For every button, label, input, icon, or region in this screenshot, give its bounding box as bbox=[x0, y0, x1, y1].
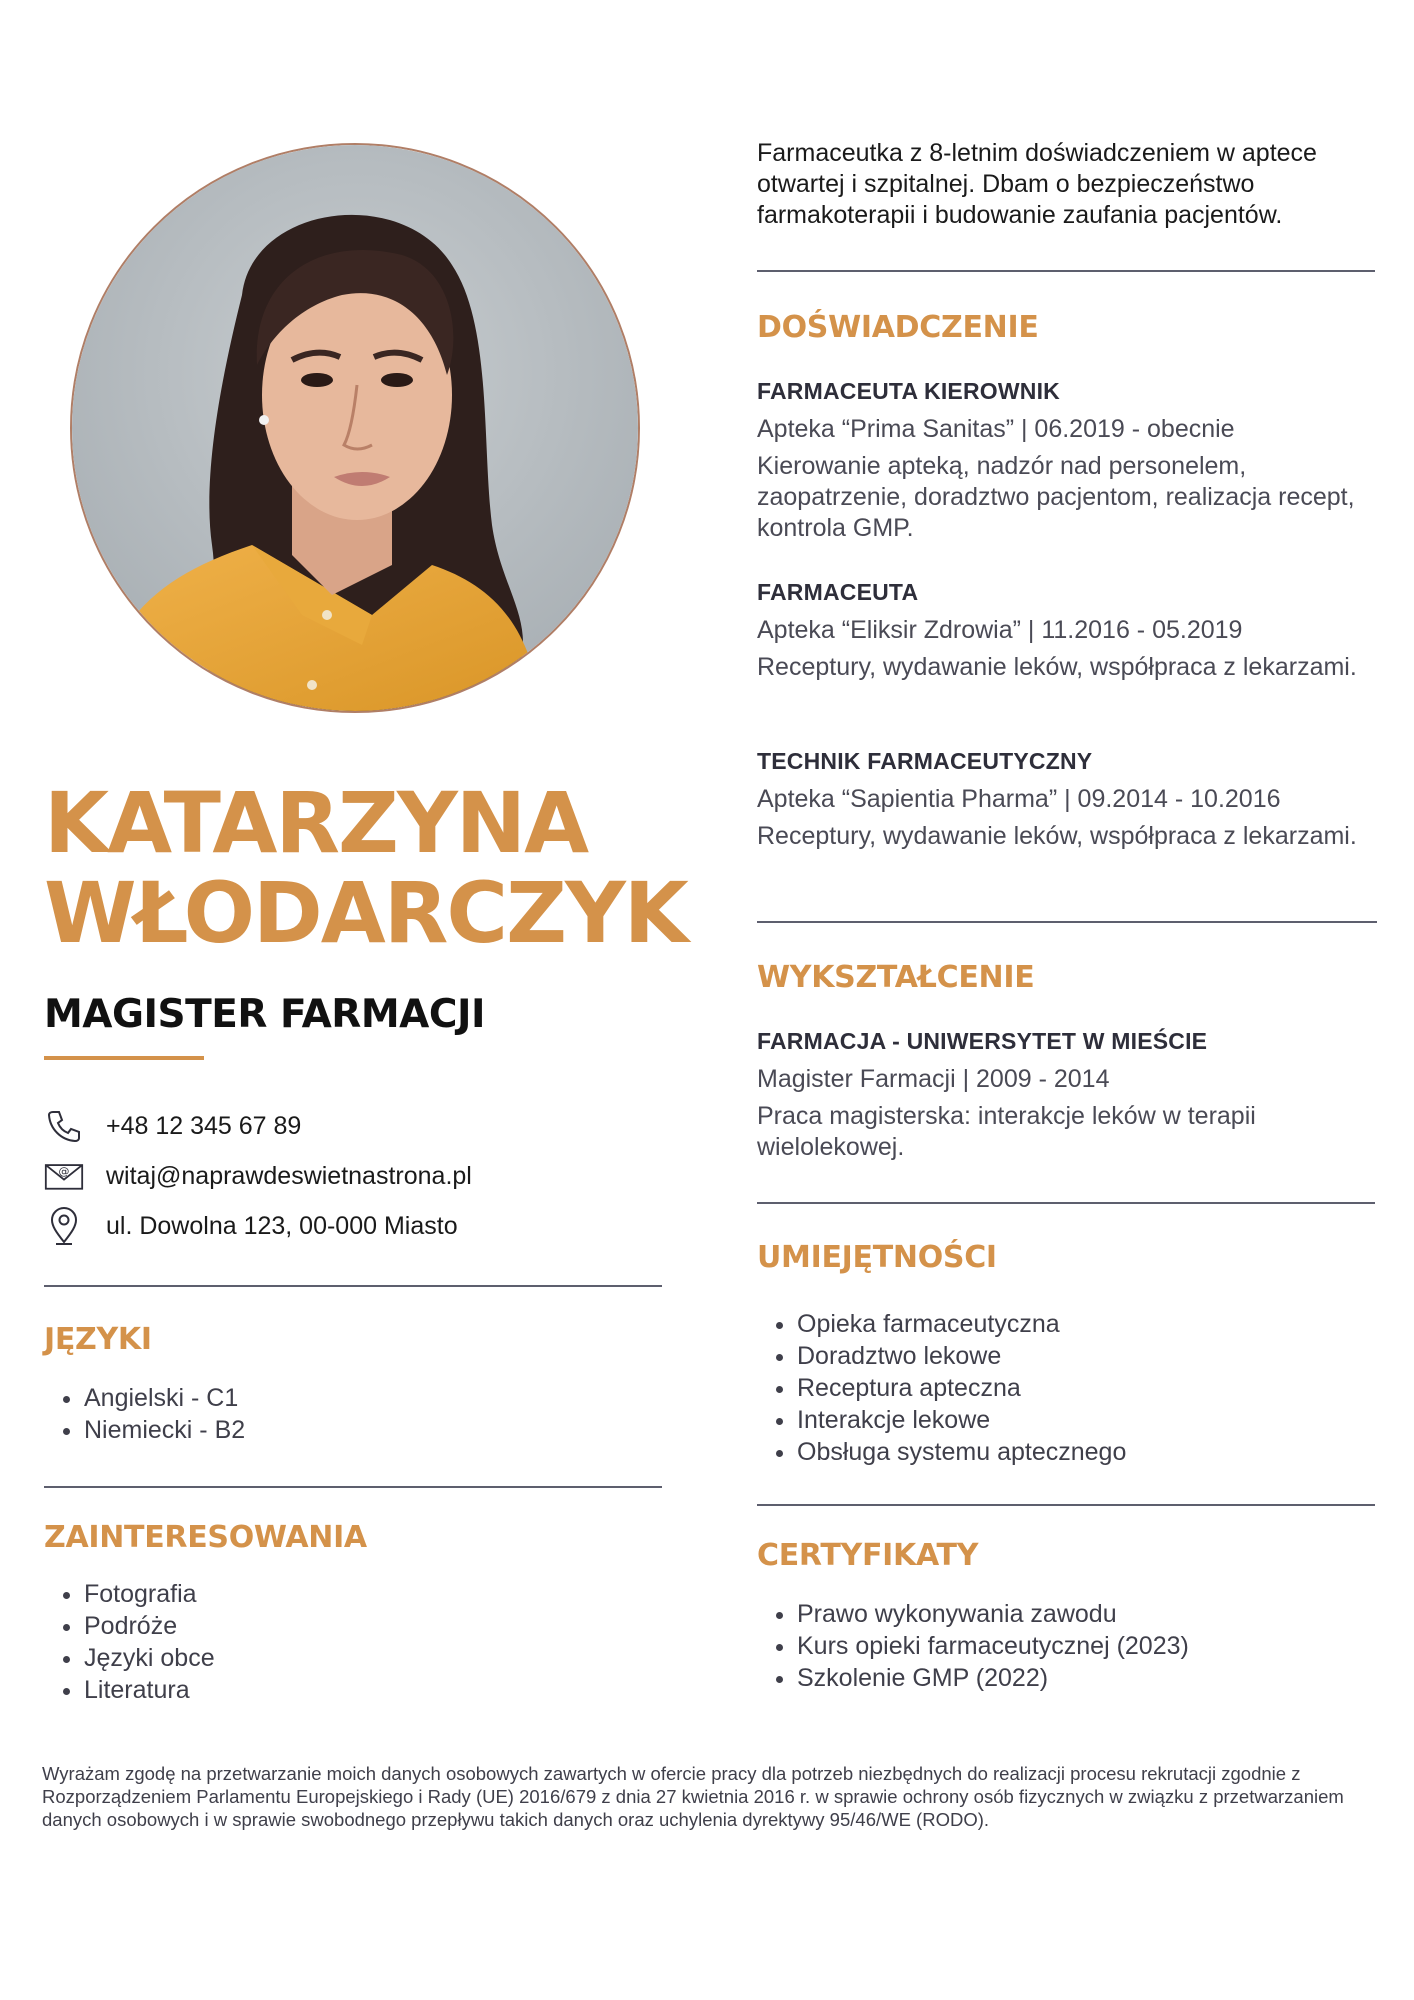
degree-meta: Magister Farmacji | 2009 - 2014 bbox=[757, 1065, 1110, 1093]
list-item: • Kurs opieki farmaceutycznej (2023) bbox=[797, 1630, 1189, 1662]
profile-photo bbox=[70, 143, 640, 713]
position-meta: Apteka “Eliksir Zdrowia” | 11.2016 - 05.2019 bbox=[757, 616, 1243, 644]
list-item: • Prawo wykonywania zawodu bbox=[797, 1598, 1189, 1630]
languages-heading: JĘZYKI bbox=[44, 1322, 152, 1357]
contact-address bbox=[44, 1206, 458, 1246]
list-item: • Opieka farmaceutyczna bbox=[797, 1308, 1126, 1340]
list-item: • Interakcje lekowe bbox=[797, 1404, 1126, 1436]
education-entry bbox=[757, 1028, 1397, 1163]
phone-number[interactable]: +48 12 345 67 89 bbox=[106, 1111, 302, 1140]
position-title: FARMACEUTA bbox=[757, 579, 919, 605]
phone-icon bbox=[44, 1106, 84, 1146]
list-item: • Angielski - C1 bbox=[84, 1382, 245, 1414]
position-description: Kierowanie apteką, nadzór nad personelem, zaopatrzenie, doradztwo pacjentom, realizacja recept, kontrola GMP. bbox=[757, 452, 1355, 542]
skills-heading: UMIEJĘTNOŚCI bbox=[757, 1240, 997, 1275]
list-item: • Języki obce bbox=[84, 1642, 215, 1674]
email-address[interactable]: witaj@naprawdeswietnastrona.pl bbox=[106, 1161, 472, 1190]
profile-summary: Farmaceutka z 8-letnim doświadczeniem w aptece otwartej i szpitalnej. Dbam o bezpieczeństwo farmakoterapii i budowanie zaufania pacjentów. bbox=[757, 139, 1317, 229]
position-meta: Apteka “Sapientia Pharma” | 09.2014 - 10.2016 bbox=[757, 785, 1281, 813]
position-meta: Apteka “Prima Sanitas” | 06.2019 - obecnie bbox=[757, 415, 1235, 443]
list-item: • Fotografia bbox=[84, 1578, 215, 1610]
degree-title: FARMACJA - UNIWERSYTET W MIEŚCIE bbox=[757, 1028, 1208, 1054]
position-description: Receptury, wydawanie leków, współpraca z lekarzami. bbox=[757, 822, 1357, 850]
list-item: • Niemiecki - B2 bbox=[84, 1414, 245, 1446]
contact-phone bbox=[44, 1106, 301, 1146]
experience-entry bbox=[757, 378, 1397, 544]
position-title: FARMACEUTA KIEROWNIK bbox=[757, 378, 1060, 404]
languages-list bbox=[44, 1382, 245, 1446]
job-title: MAGISTER FARMACJI bbox=[44, 992, 485, 1037]
certificates-heading: CERTYFIKATY bbox=[757, 1538, 979, 1573]
position-description: Receptury, wydawanie leków, współpraca z lekarzami. bbox=[757, 653, 1357, 681]
divider bbox=[757, 270, 1375, 272]
divider bbox=[757, 1504, 1375, 1506]
skills-list bbox=[757, 1308, 1126, 1468]
gdpr-consent: Wyrażam zgodę na przetwarzanie moich danych osobowych zawartych w ofercie pracy dla potrzeb niezbędnych do realizacji procesu rekrutacji zgodnie z Rozporządzeniem Parlamentu Europejskiego i Rady (UE) 2016/679 z dnia 27 kwietnia 2016 r. w sprawie ochrony osób fizycznych w związku z przetwarzaniem danych osobowych i w sprawie swobodnego przepływu takich danych oraz uchylenia dyrektywy 95/46/WE (RODO). bbox=[42, 1763, 1344, 1830]
divider bbox=[757, 1202, 1375, 1204]
map-pin-icon bbox=[44, 1206, 84, 1246]
title-underline bbox=[44, 1056, 204, 1060]
education-heading: WYKSZTAŁCENIE bbox=[757, 960, 1035, 995]
list-item: • Obsługa systemu aptecznego bbox=[797, 1436, 1126, 1468]
interests-heading: ZAINTERESOWANIA bbox=[44, 1520, 367, 1555]
list-item: • Doradztwo lekowe bbox=[797, 1340, 1126, 1372]
divider bbox=[44, 1486, 662, 1488]
last-name: WŁODARCZYK bbox=[44, 864, 687, 962]
certificates-list bbox=[757, 1598, 1189, 1694]
list-item: • Literatura bbox=[84, 1674, 215, 1706]
first-name: KATARZYNA bbox=[44, 774, 588, 872]
interests-list bbox=[44, 1578, 215, 1706]
experience-entry bbox=[757, 579, 1397, 683]
position-title: TECHNIK FARMACEUTYCZNY bbox=[757, 748, 1093, 774]
list-item: • Szkolenie GMP (2022) bbox=[797, 1662, 1189, 1694]
envelope-at-icon bbox=[44, 1156, 84, 1196]
list-item: • Receptura apteczna bbox=[797, 1372, 1126, 1404]
svg-text:@: @ bbox=[58, 1165, 70, 1179]
address-text: ul. Dowolna 123, 00-000 Miasto bbox=[106, 1211, 458, 1240]
experience-heading: DOŚWIADCZENIE bbox=[757, 310, 1039, 345]
experience-entry bbox=[757, 748, 1397, 852]
list-item: • Podróże bbox=[84, 1610, 215, 1642]
candidate-name bbox=[44, 774, 687, 962]
divider bbox=[44, 1285, 662, 1287]
portrait-illustration bbox=[72, 145, 640, 713]
degree-description: Praca magisterska: interakcje leków w terapii wielolekowej. bbox=[757, 1102, 1256, 1161]
contact-email bbox=[44, 1156, 472, 1196]
divider bbox=[757, 921, 1377, 923]
